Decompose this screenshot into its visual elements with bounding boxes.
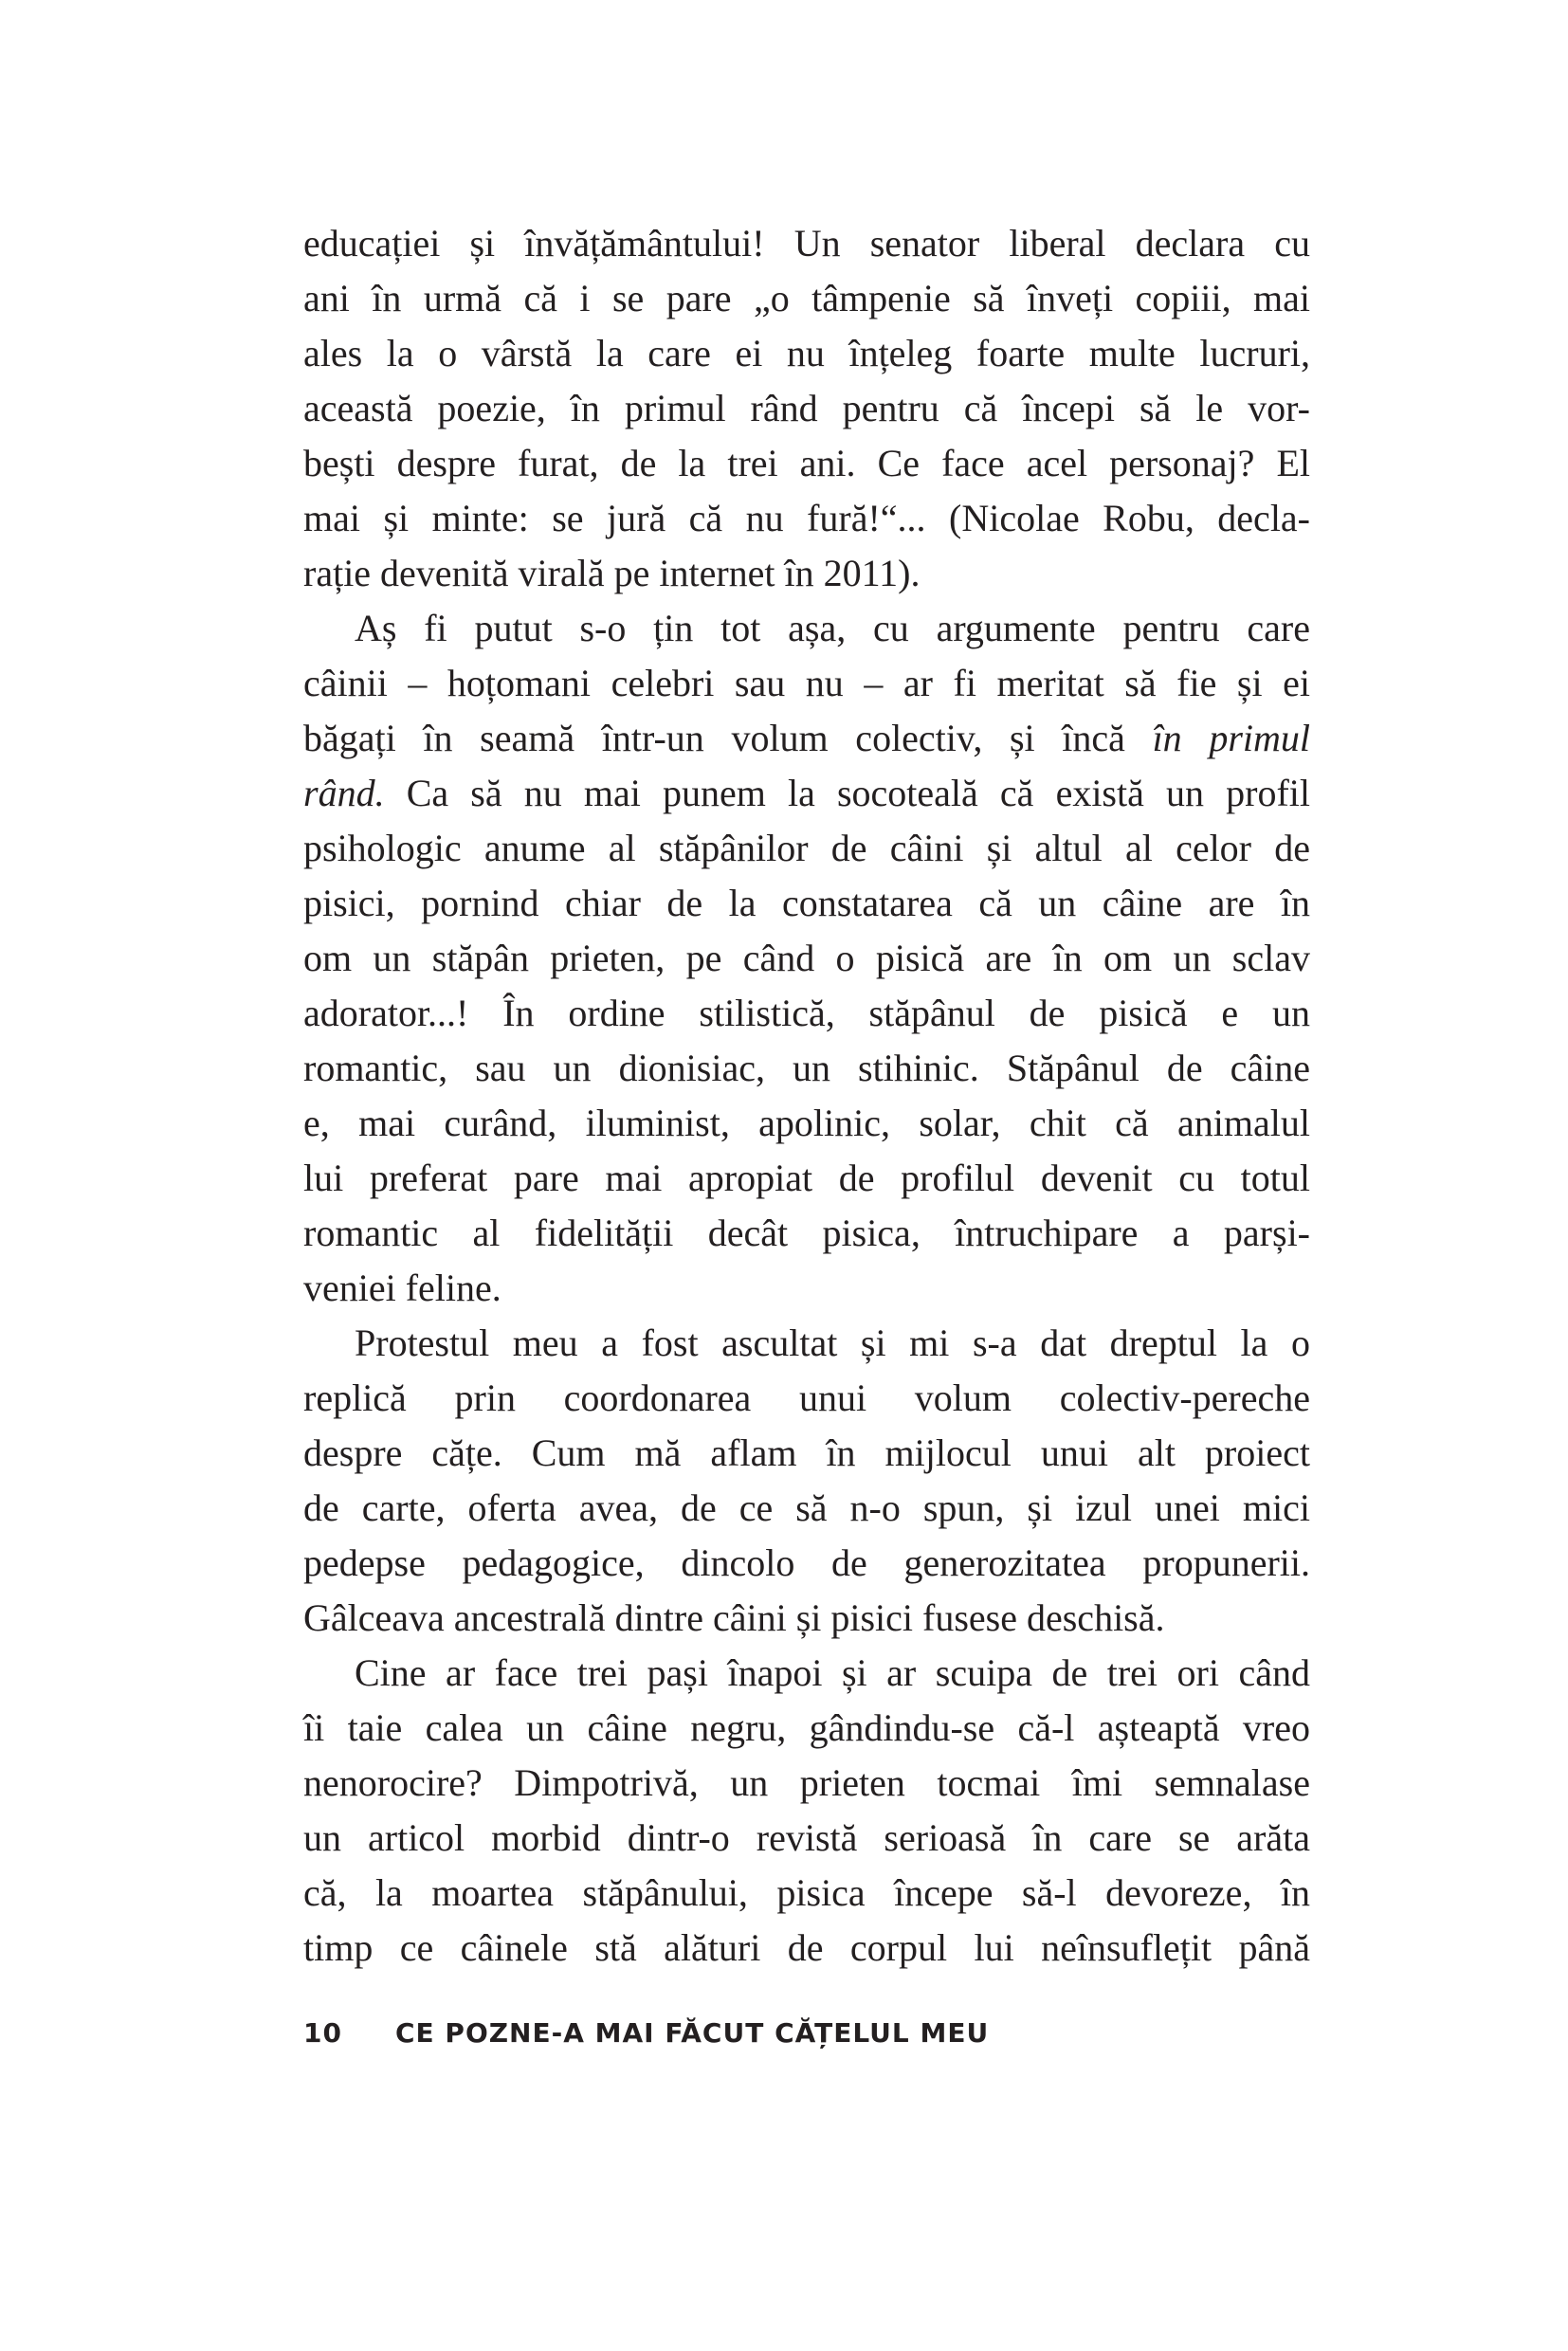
text-line — [303, 1096, 1310, 1151]
text-segment: un articol morbid dintr-o revistă serioasă în care se arăta — [303, 1816, 1310, 1859]
text-segment: băgați în seamă într-un volum colectiv, și încă — [303, 717, 1153, 759]
text-segment: pisici, pornind chiar de la constatarea că un câine are în — [303, 882, 1310, 924]
text-segment: Cine ar face trei pași înapoi și ar scuipa de trei ori când — [355, 1651, 1310, 1694]
text-segment: câinii – hoțomani celebri sau nu – ar fi meritat să fie și ei — [303, 662, 1310, 704]
italic-segment: în primul — [1152, 717, 1311, 759]
text-segment: îi taie calea un câine negru, gândindu-se că-l așteaptă vreo — [303, 1706, 1310, 1749]
text-line — [303, 1921, 1310, 1976]
paragraph — [303, 1316, 1310, 1646]
text-line — [303, 491, 1310, 546]
text-line — [303, 656, 1310, 711]
text-line — [303, 546, 1310, 601]
italic-segment: rând. — [303, 772, 385, 814]
text-segment: Aș fi putut s-o țin tot așa, cu argumente pentru care — [355, 607, 1310, 649]
text-line — [303, 216, 1310, 271]
text-segment: că, la moartea stăpânului, pisica începe să-l devoreze, în — [303, 1871, 1310, 1914]
text-segment: nenorocire? Dimpotrivă, un prieten tocmai îmi semnalase — [303, 1761, 1310, 1804]
running-title: CE POZNE-A MAI FĂCUT CĂȚELUL MEU — [395, 2017, 990, 2049]
text-segment: psihologic anume al stăpânilor de câini și altul al celor de — [303, 827, 1310, 869]
text-line — [303, 436, 1310, 491]
text-segment: lui preferat pare mai apropiat de profilul devenit cu totul — [303, 1157, 1310, 1199]
text-line — [303, 1866, 1310, 1921]
text-line — [303, 711, 1310, 766]
text-line — [303, 766, 1310, 821]
text-segment: romantic, sau un dionisiac, un stihinic. Stăpânul de câine — [303, 1047, 1310, 1089]
text-line — [303, 1646, 1310, 1701]
text-segment: pedepse pedagogice, dincolo de generozitatea propunerii. — [303, 1541, 1310, 1584]
text-segment: om un stăpân prieten, pe când o pisică are în om un sclav — [303, 937, 1310, 979]
text-segment: bești despre furat, de la trei ani. Ce face acel personaj? El — [303, 442, 1310, 484]
text-line — [303, 1041, 1310, 1096]
text-segment: veniei feline. — [303, 1267, 501, 1309]
text-line — [303, 1701, 1310, 1756]
body-text — [303, 216, 1310, 1976]
text-segment: Gâlceava ancestrală dintre câini și pisici fusese deschisă. — [303, 1596, 1165, 1639]
text-line — [303, 601, 1310, 656]
text-line — [303, 1591, 1310, 1646]
text-segment: romantic al fidelității decât pisica, întruchipare a parși- — [303, 1212, 1310, 1254]
text-line — [303, 1811, 1310, 1866]
text-segment: de carte, oferta avea, de ce să n-o spun, și izul unei mici — [303, 1486, 1310, 1529]
text-line — [303, 1481, 1310, 1536]
text-line — [303, 931, 1310, 986]
text-line — [303, 1371, 1310, 1426]
text-line — [303, 381, 1310, 436]
text-line — [303, 1756, 1310, 1811]
text-segment: timp ce câinele stă alături de corpul lui neînsuflețit până — [303, 1926, 1310, 1969]
text-line — [303, 1206, 1310, 1261]
text-line — [303, 821, 1310, 876]
paragraph — [303, 1646, 1310, 1976]
text-line — [303, 1261, 1310, 1316]
text-segment: mai și minte: se jură că nu fură!“... (Nicolae Robu, decla- — [303, 497, 1310, 539]
text-segment: ales la o vârstă la care ei nu înțeleg foarte multe lucruri, — [303, 332, 1310, 374]
paragraph — [303, 601, 1310, 1316]
text-segment: adorator...! În ordine stilistică, stăpânul de pisică e un — [303, 992, 1310, 1034]
text-segment: Protestul meu a fost ascultat și mi s-a dat dreptul la o — [355, 1321, 1310, 1364]
text-segment: rație devenită virală pe internet în 2011). — [303, 552, 921, 594]
text-line — [303, 1316, 1310, 1371]
text-line — [303, 1536, 1310, 1591]
text-line — [303, 1426, 1310, 1481]
text-line — [303, 1151, 1310, 1206]
text-segment: ani în urmă că i se pare „o tâmpenie să înveți copiii, mai — [303, 277, 1310, 319]
text-segment: replică prin coordonarea unui volum colectiv-pereche — [303, 1376, 1310, 1419]
paragraph — [303, 216, 1310, 601]
page-number: 10 — [303, 2017, 342, 2049]
text-segment: educației și învățământului! Un senator liberal declara cu — [303, 222, 1310, 264]
text-segment: despre cățe. Cum mă aflam în mijlocul unui alt proiect — [303, 1431, 1310, 1474]
text-segment: această poezie, în primul rând pentru că începi să le vor- — [303, 387, 1310, 429]
text-line — [303, 326, 1310, 381]
text-segment: e, mai curând, iluminist, apolinic, solar, chit că animalul — [303, 1102, 1310, 1144]
text-line — [303, 986, 1310, 1041]
text-line — [303, 876, 1310, 931]
text-segment: Ca să nu mai punem la socoteală că există un profil — [384, 772, 1310, 814]
text-line — [303, 271, 1310, 326]
